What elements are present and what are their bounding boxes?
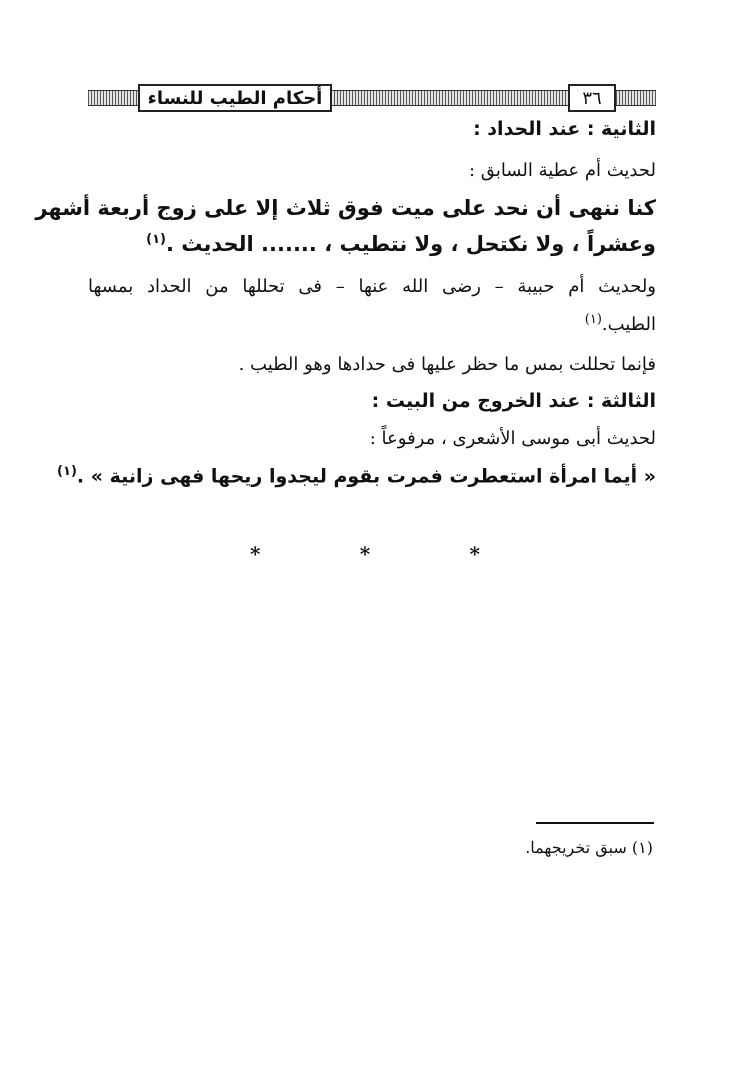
section-heading-third: الثالثة : عند الخروج من البيت : [371, 390, 656, 412]
paragraph-continued [585, 312, 656, 335]
footnote-ref: (١) [146, 232, 166, 247]
section-separator [250, 542, 480, 566]
hadith-quote [57, 464, 656, 487]
separator-star: * [469, 542, 480, 566]
footnote-divider [536, 822, 654, 824]
paragraph: فإنما تحللت بمس ما حظر عليها فى حدادها وهو الطيب . [238, 354, 656, 375]
running-header [88, 84, 656, 110]
hadith-text-continued [146, 232, 656, 256]
paragraph: ولحديث أم حبيبة – رضى الله عنها – فى تحللها من الحداد بمسها [88, 276, 656, 297]
paragraph: لحديث أبى موسى الأشعرى ، مرفوعاً : [369, 428, 656, 449]
section-heading-second: الثانية : عند الحداد : [473, 118, 656, 140]
hadith-quote-text: « أيما امرأة استعطرت فمرت بقوم ليجدوا ريحها فهى زانية » . [76, 465, 656, 488]
hadith-text: كنا ننهى أن نحد على ميت فوق ثلاث إلا على زوج أربعة أشهر [35, 196, 656, 220]
paragraph-end: الطيب. [601, 314, 656, 335]
footnote-ref: (١) [584, 312, 602, 327]
page-number: ٣٦ [568, 84, 616, 112]
book-title: أحكام الطيب للنساء [138, 84, 332, 112]
footnote-ref: (١) [57, 464, 77, 479]
paragraph: لحديث أم عطية السابق : [469, 160, 656, 181]
footnote: (١) سبق تخريجهما. [525, 838, 653, 857]
hadith-text-end: وعشراً ، ولا نكتحل ، ولا نتطيب ، ....... الحديث . [165, 232, 656, 256]
separator-star: * [359, 542, 371, 566]
separator-star: * [250, 542, 261, 566]
